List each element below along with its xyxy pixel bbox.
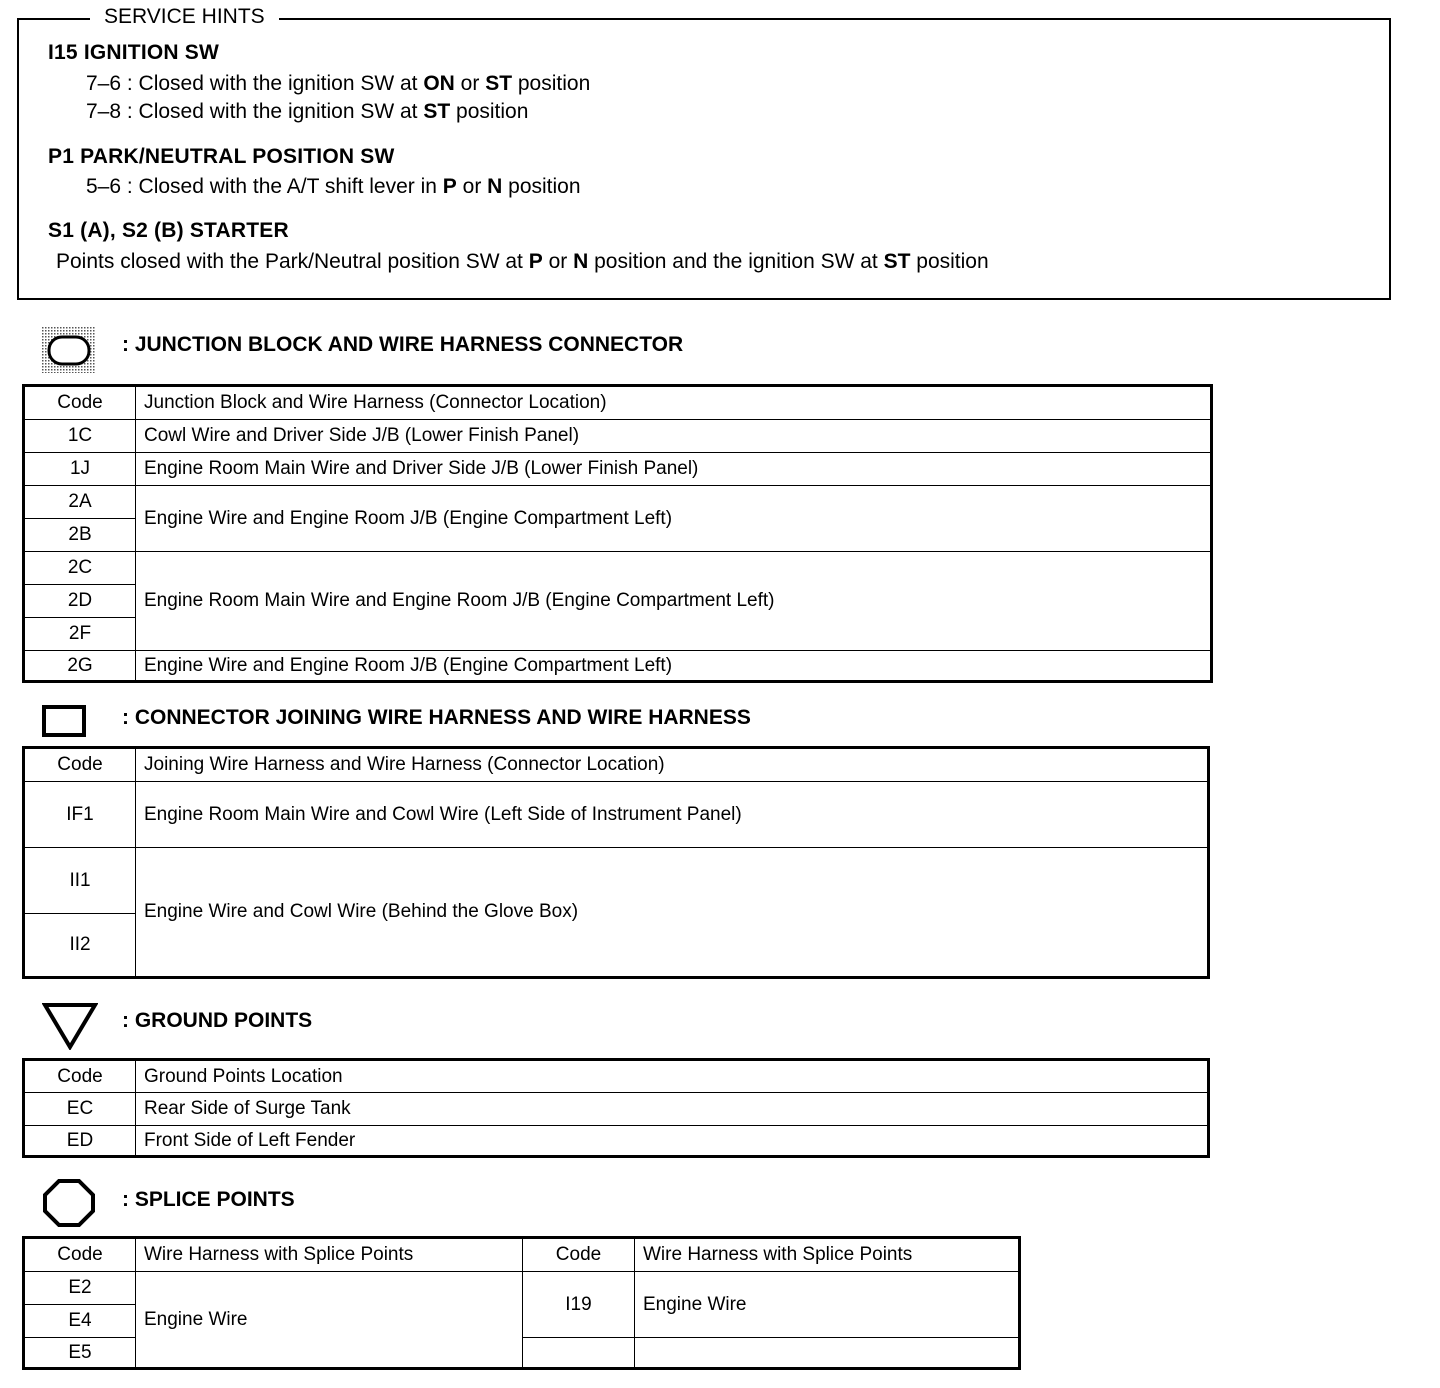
table-row bbox=[24, 453, 1212, 486]
splice-point-icon bbox=[42, 1178, 96, 1228]
table-row bbox=[24, 651, 1212, 682]
table-header-desc: Junction Block and Wire Harness (Connector Location) bbox=[136, 386, 1212, 420]
table-row bbox=[24, 848, 1209, 914]
hint-i15-line1: 7–6 : Closed with the ignition SW at ON or ST position bbox=[86, 72, 591, 95]
row-code-right: I19 bbox=[523, 1272, 635, 1338]
row-code: 2D bbox=[24, 585, 136, 618]
hint-i15-line2: 7–8 : Closed with the ignition SW at ST position bbox=[86, 100, 529, 123]
table-row bbox=[24, 1272, 1020, 1305]
row-desc: Rear Side of Surge Tank bbox=[136, 1093, 1209, 1126]
row-desc: Engine Room Main Wire and Engine Room J/B (Engine Compartment Left) bbox=[136, 552, 1212, 651]
row-code: EC bbox=[24, 1093, 136, 1126]
row-code: 2G bbox=[24, 651, 136, 682]
row-code: II1 bbox=[24, 848, 136, 914]
hint-i15-heading: I15 IGNITION SW bbox=[48, 41, 220, 64]
table-header-code: Code bbox=[24, 1238, 136, 1272]
table-row bbox=[24, 1093, 1209, 1126]
junction-section-title: : JUNCTION BLOCK AND WIRE HARNESS CONNECTOR bbox=[122, 333, 684, 356]
ground-table bbox=[22, 1058, 1210, 1158]
table-header-code: Code bbox=[24, 386, 136, 420]
row-desc: Engine Wire and Cowl Wire (Behind the Glove Box) bbox=[136, 848, 1209, 978]
hint-s1-heading: S1 (A), S2 (B) STARTER bbox=[48, 219, 289, 242]
connector-icon bbox=[42, 705, 86, 737]
table-header-row bbox=[24, 386, 1212, 420]
row-desc-right: Engine Wire bbox=[635, 1272, 1020, 1338]
splice-section-title: : SPLICE POINTS bbox=[122, 1188, 295, 1211]
row-desc: Engine Wire and Engine Room J/B (Engine Compartment Left) bbox=[136, 651, 1212, 682]
table-header-row bbox=[24, 1060, 1209, 1093]
table-header-row bbox=[24, 1238, 1020, 1272]
row-code: ED bbox=[24, 1126, 136, 1157]
table-header-desc-2: Wire Harness with Splice Points bbox=[635, 1238, 1020, 1272]
row-code: II2 bbox=[24, 914, 136, 978]
row-desc: Engine Wire and Engine Room J/B (Engine Compartment Left) bbox=[136, 486, 1212, 552]
row-code: E5 bbox=[24, 1338, 136, 1369]
row-code: 2F bbox=[24, 618, 136, 651]
junction-table bbox=[22, 384, 1213, 683]
row-code: 1J bbox=[24, 453, 136, 486]
row-code: E4 bbox=[24, 1305, 136, 1338]
table-header-desc: Joining Wire Harness and Wire Harness (Connector Location) bbox=[136, 748, 1209, 782]
row-desc: Front Side of Left Fender bbox=[136, 1126, 1209, 1157]
connector-section-title: : CONNECTOR JOINING WIRE HARNESS AND WIRE HARNESS bbox=[122, 706, 751, 729]
empty-cell bbox=[635, 1338, 1020, 1369]
table-row bbox=[24, 420, 1212, 453]
ground-section-title: : GROUND POINTS bbox=[122, 1009, 313, 1032]
junction-block-icon bbox=[42, 327, 96, 373]
table-header-desc: Ground Points Location bbox=[136, 1060, 1209, 1093]
row-desc: Engine Room Main Wire and Driver Side J/B (Lower Finish Panel) bbox=[136, 453, 1212, 486]
splice-table bbox=[22, 1236, 1021, 1370]
table-header-desc: Wire Harness with Splice Points bbox=[136, 1238, 523, 1272]
row-code: 2A bbox=[24, 486, 136, 519]
empty-cell bbox=[523, 1338, 635, 1369]
hint-p1-heading: P1 PARK/NEUTRAL POSITION SW bbox=[48, 145, 395, 168]
connector-table bbox=[22, 746, 1210, 979]
table-row bbox=[24, 486, 1212, 519]
service-hints-title: SERVICE HINTS bbox=[90, 5, 279, 29]
table-row bbox=[24, 1126, 1209, 1157]
row-code: IF1 bbox=[24, 782, 136, 848]
row-desc: Cowl Wire and Driver Side J/B (Lower Finish Panel) bbox=[136, 420, 1212, 453]
table-row bbox=[24, 782, 1209, 848]
hint-s1-line1: Points closed with the Park/Neutral position SW at P or N position and the ignition SW at ST position bbox=[56, 250, 989, 273]
row-code: 1C bbox=[24, 420, 136, 453]
table-header-row bbox=[24, 748, 1209, 782]
table-row bbox=[24, 552, 1212, 585]
hint-p1-line1: 5–6 : Closed with the A/T shift lever in P or N position bbox=[86, 175, 581, 198]
row-desc: Engine Room Main Wire and Cowl Wire (Left Side of Instrument Panel) bbox=[136, 782, 1209, 848]
row-code: 2C bbox=[24, 552, 136, 585]
table-header-code: Code bbox=[24, 1060, 136, 1093]
row-desc: Engine Wire bbox=[136, 1272, 523, 1369]
row-code: 2B bbox=[24, 519, 136, 552]
ground-point-icon bbox=[42, 1002, 98, 1050]
table-header-code: Code bbox=[24, 748, 136, 782]
table-header-code-2: Code bbox=[523, 1238, 635, 1272]
row-code: E2 bbox=[24, 1272, 136, 1305]
